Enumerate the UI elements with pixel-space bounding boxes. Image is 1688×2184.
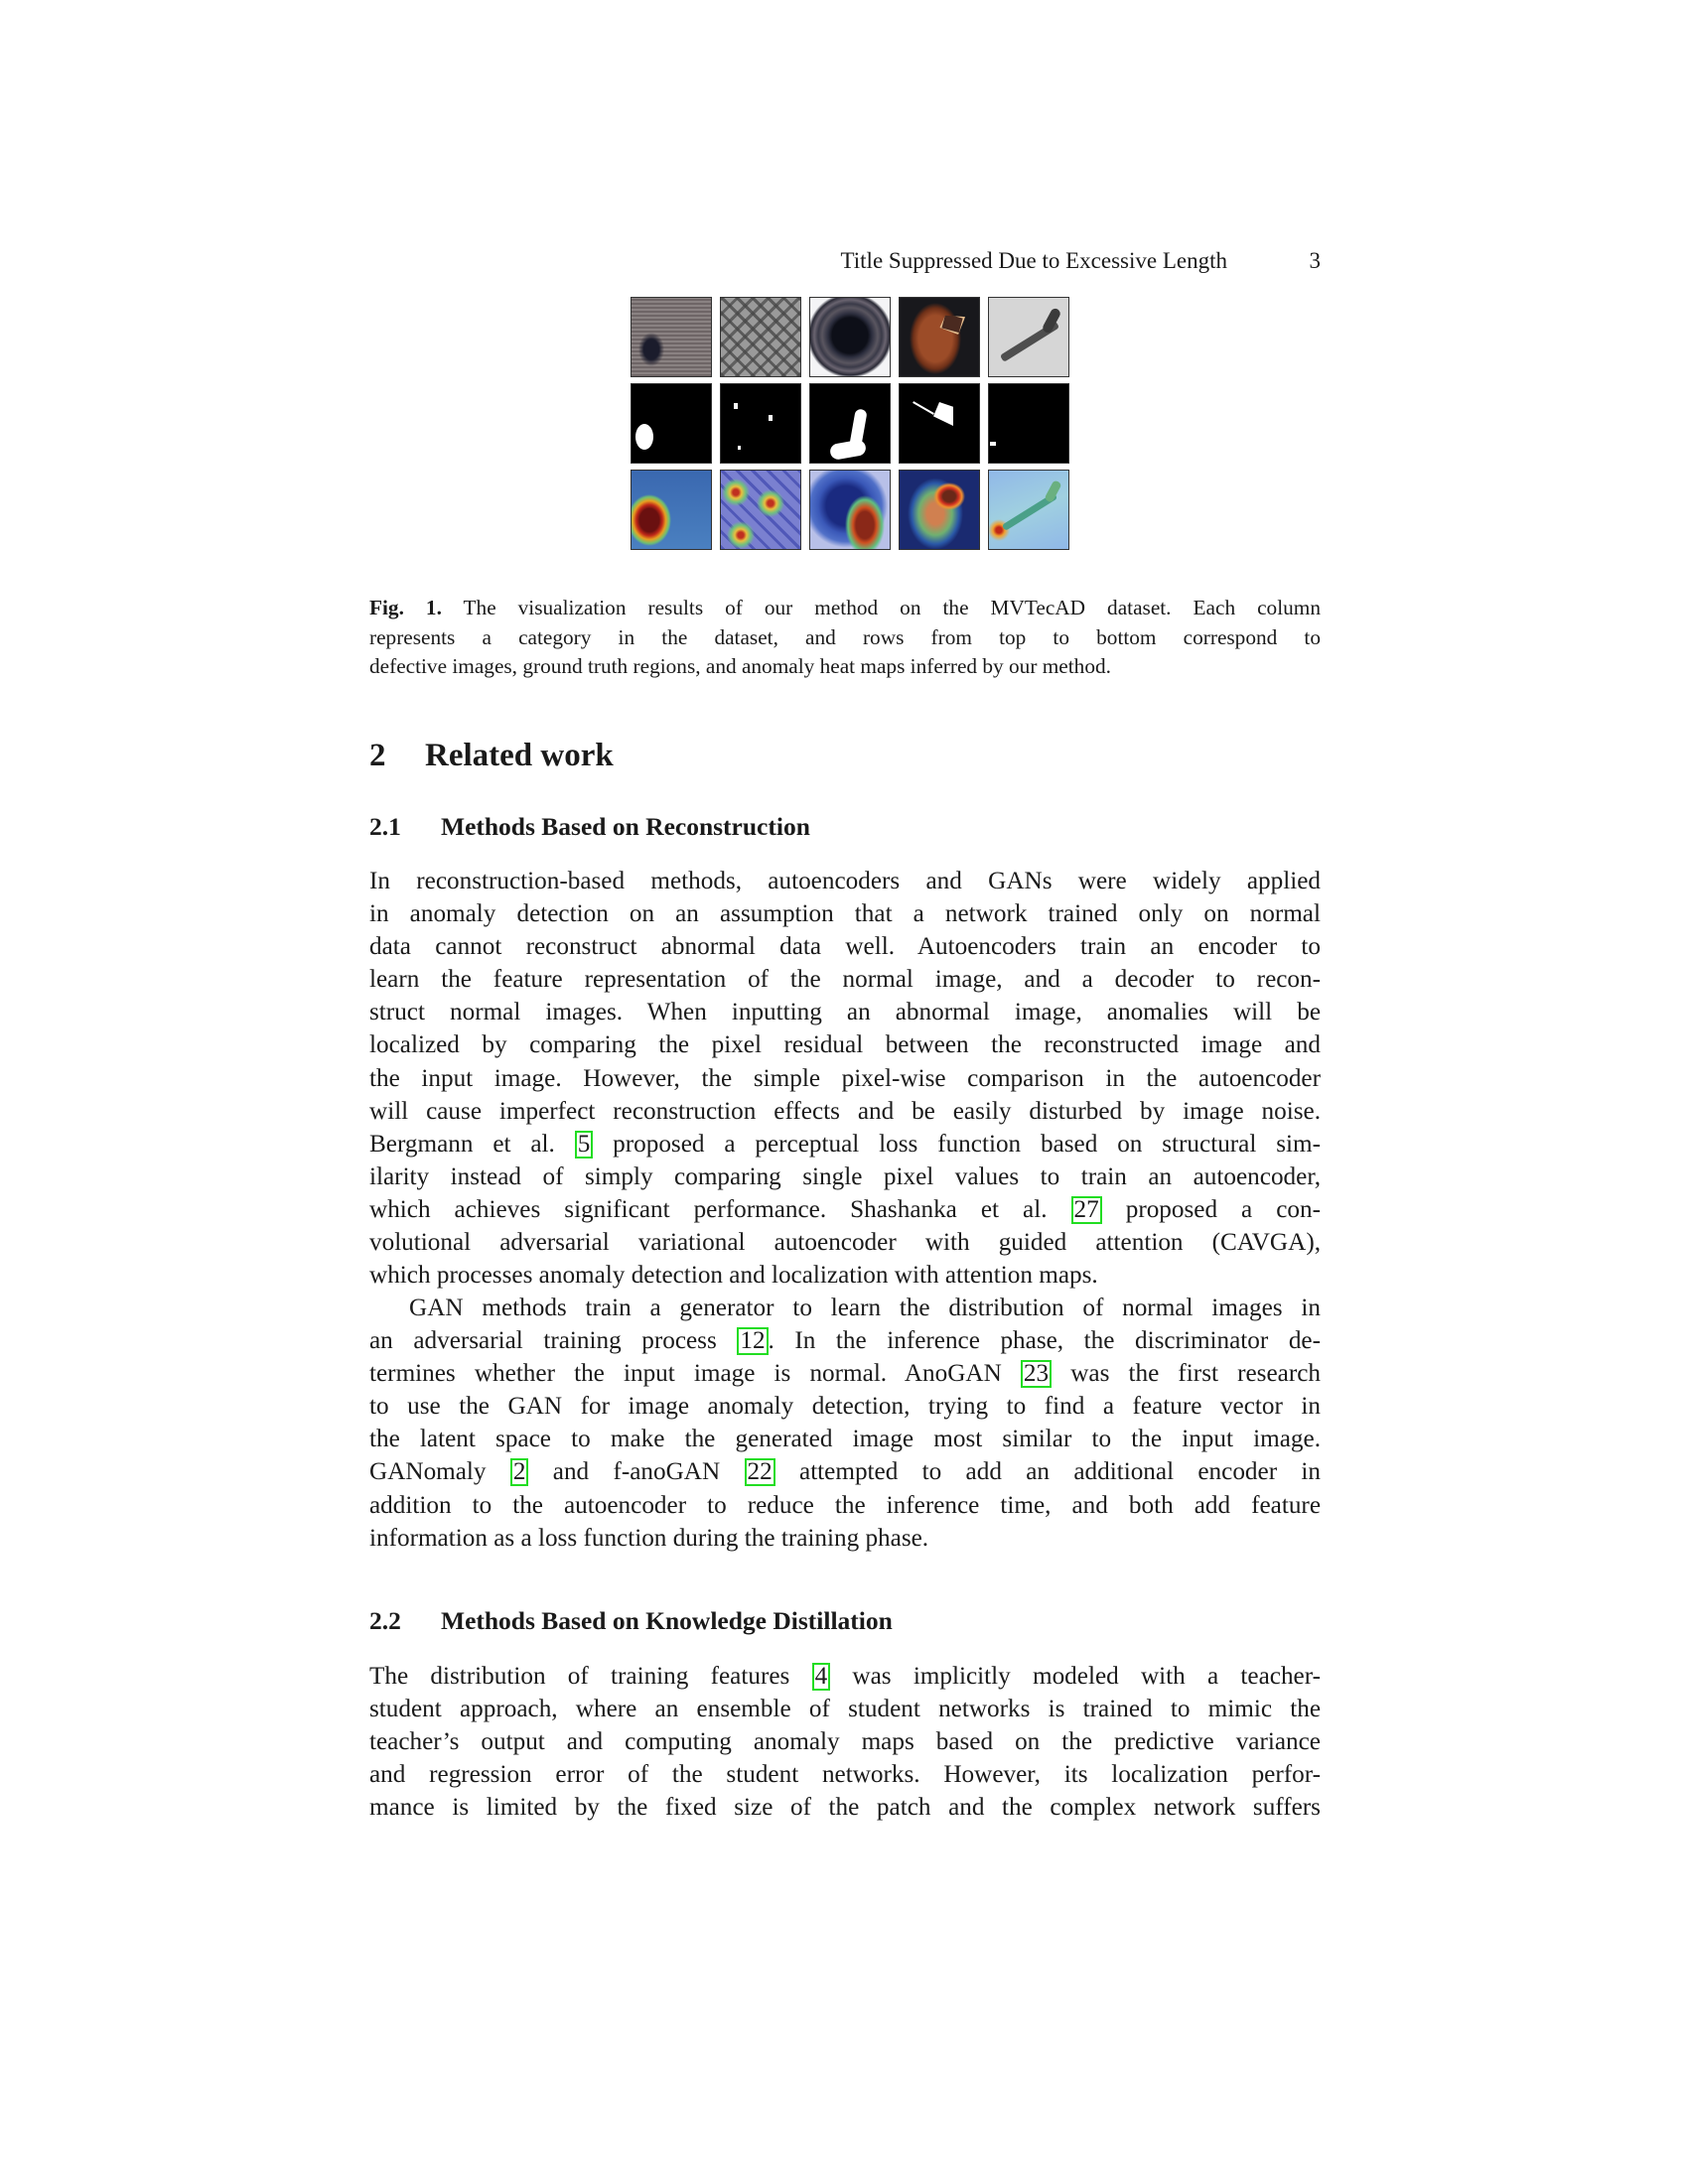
screw-anomaly-heatmap — [988, 470, 1069, 550]
paragraph-reconstruction-1: In reconstruction-based methods, autoencoders and GANs were widely applied in anomaly detection on an assumption that a network trained only on normal data cannot reconstruct abnormal data well. Autoencoders train an encoder to learn the feature representation of the normal image, and a decoder to recon- struct normal images. When inputting an abnormal image, anomalies will be localized by comparing the pixel residual between the reconstructed image and the input image. However, the simple pixel-wise comparison in the autoencoder will cause imperfect reconstruction effects and be easily disturbed by image noise. Bergmann et al. 5 proposed a perceptual loss function based on structural sim- ilarity instead of simply comparing single pixel values to train an autoencoder, which achieves significant performance. Shashanka et al. 27 proposed a con- volutional adversarial variational autoencoder with guided attention (CAVGA), which processes anomaly detection and localization with attention maps. — [369, 868, 1321, 1290]
section-title: Related work — [425, 738, 614, 773]
screw-ground-truth-mask — [988, 383, 1069, 464]
grid-anomaly-heatmap — [720, 470, 801, 550]
citation-link-23[interactable]: 23 — [1021, 1360, 1052, 1388]
paragraph-knowledge-distillation: The distribution of training features 4 was implicitly modeled with a teacher- student approach, where an ensemble of student networks is trained to mimic the teacher’s output and computing anomaly maps based on the predictive variance and regression error of the student networks. However, its localization perfor- mance is limited by the fixed size of the patch and the complex network suffers — [369, 1663, 1321, 1822]
citation-link-2[interactable]: 2 — [510, 1458, 529, 1486]
carpet-ground-truth-mask — [631, 383, 712, 464]
hazelnut-ground-truth-mask — [899, 383, 980, 464]
citation-link-4[interactable]: 4 — [812, 1663, 831, 1691]
grid-defect-image — [720, 297, 801, 377]
screw-defect-image — [988, 297, 1069, 377]
section-heading — [369, 738, 614, 774]
citation-link-12[interactable]: 12 — [737, 1327, 768, 1355]
hazelnut-anomaly-heatmap — [899, 470, 980, 550]
figure-1-image-grid — [631, 297, 1072, 551]
running-head — [369, 248, 1321, 278]
figure-label: Fig. 1. — [369, 596, 442, 619]
running-head-title: Title Suppressed Due to Excessive Length — [840, 248, 1227, 273]
bottle-anomaly-heatmap — [809, 470, 891, 550]
citation-link-27[interactable]: 27 — [1071, 1196, 1102, 1224]
section-number: 2 — [369, 738, 386, 773]
subsection-heading-2-1: 2.1 Methods Based on Reconstruction — [369, 812, 810, 841]
page-number: 3 — [1309, 248, 1321, 273]
figure-caption: Fig. 1. The visualization results of our method on the MVTecAD dataset. Each column represents a category in the dataset, and rows from top to bottom correspond to defective images, ground truth regions, and anomaly heat maps inferred by our method. — [369, 596, 1321, 678]
bottle-ground-truth-mask — [809, 383, 891, 464]
carpet-defect-image — [631, 297, 712, 377]
citation-link-5[interactable]: 5 — [575, 1131, 594, 1159]
carpet-anomaly-heatmap — [631, 470, 712, 550]
paragraph-reconstruction-2: GAN methods train a generator to learn the distribution of normal images in an adversarial training process 12 . In the inference phase, the discriminator de- termines whether the input image is normal. AnoGAN 23 was the first research to use the GAN for image anomaly detection, trying to find a feature vector in the latent space to make the generated image most similar to the input image. GANomaly 2 and f-anoGAN 22 attempted to add an additional encoder in addition to the autoencoder to reduce the inference time, and both add feature information as a loss function during the training phase. — [369, 1295, 1322, 1552]
subsection-heading-2-2: 2.2 Methods Based on Knowledge Distillation — [369, 1606, 893, 1635]
citation-link-22[interactable]: 22 — [745, 1458, 775, 1486]
grid-ground-truth-mask — [720, 383, 801, 464]
bottle-defect-image — [809, 297, 891, 377]
hazelnut-defect-image — [899, 297, 980, 377]
